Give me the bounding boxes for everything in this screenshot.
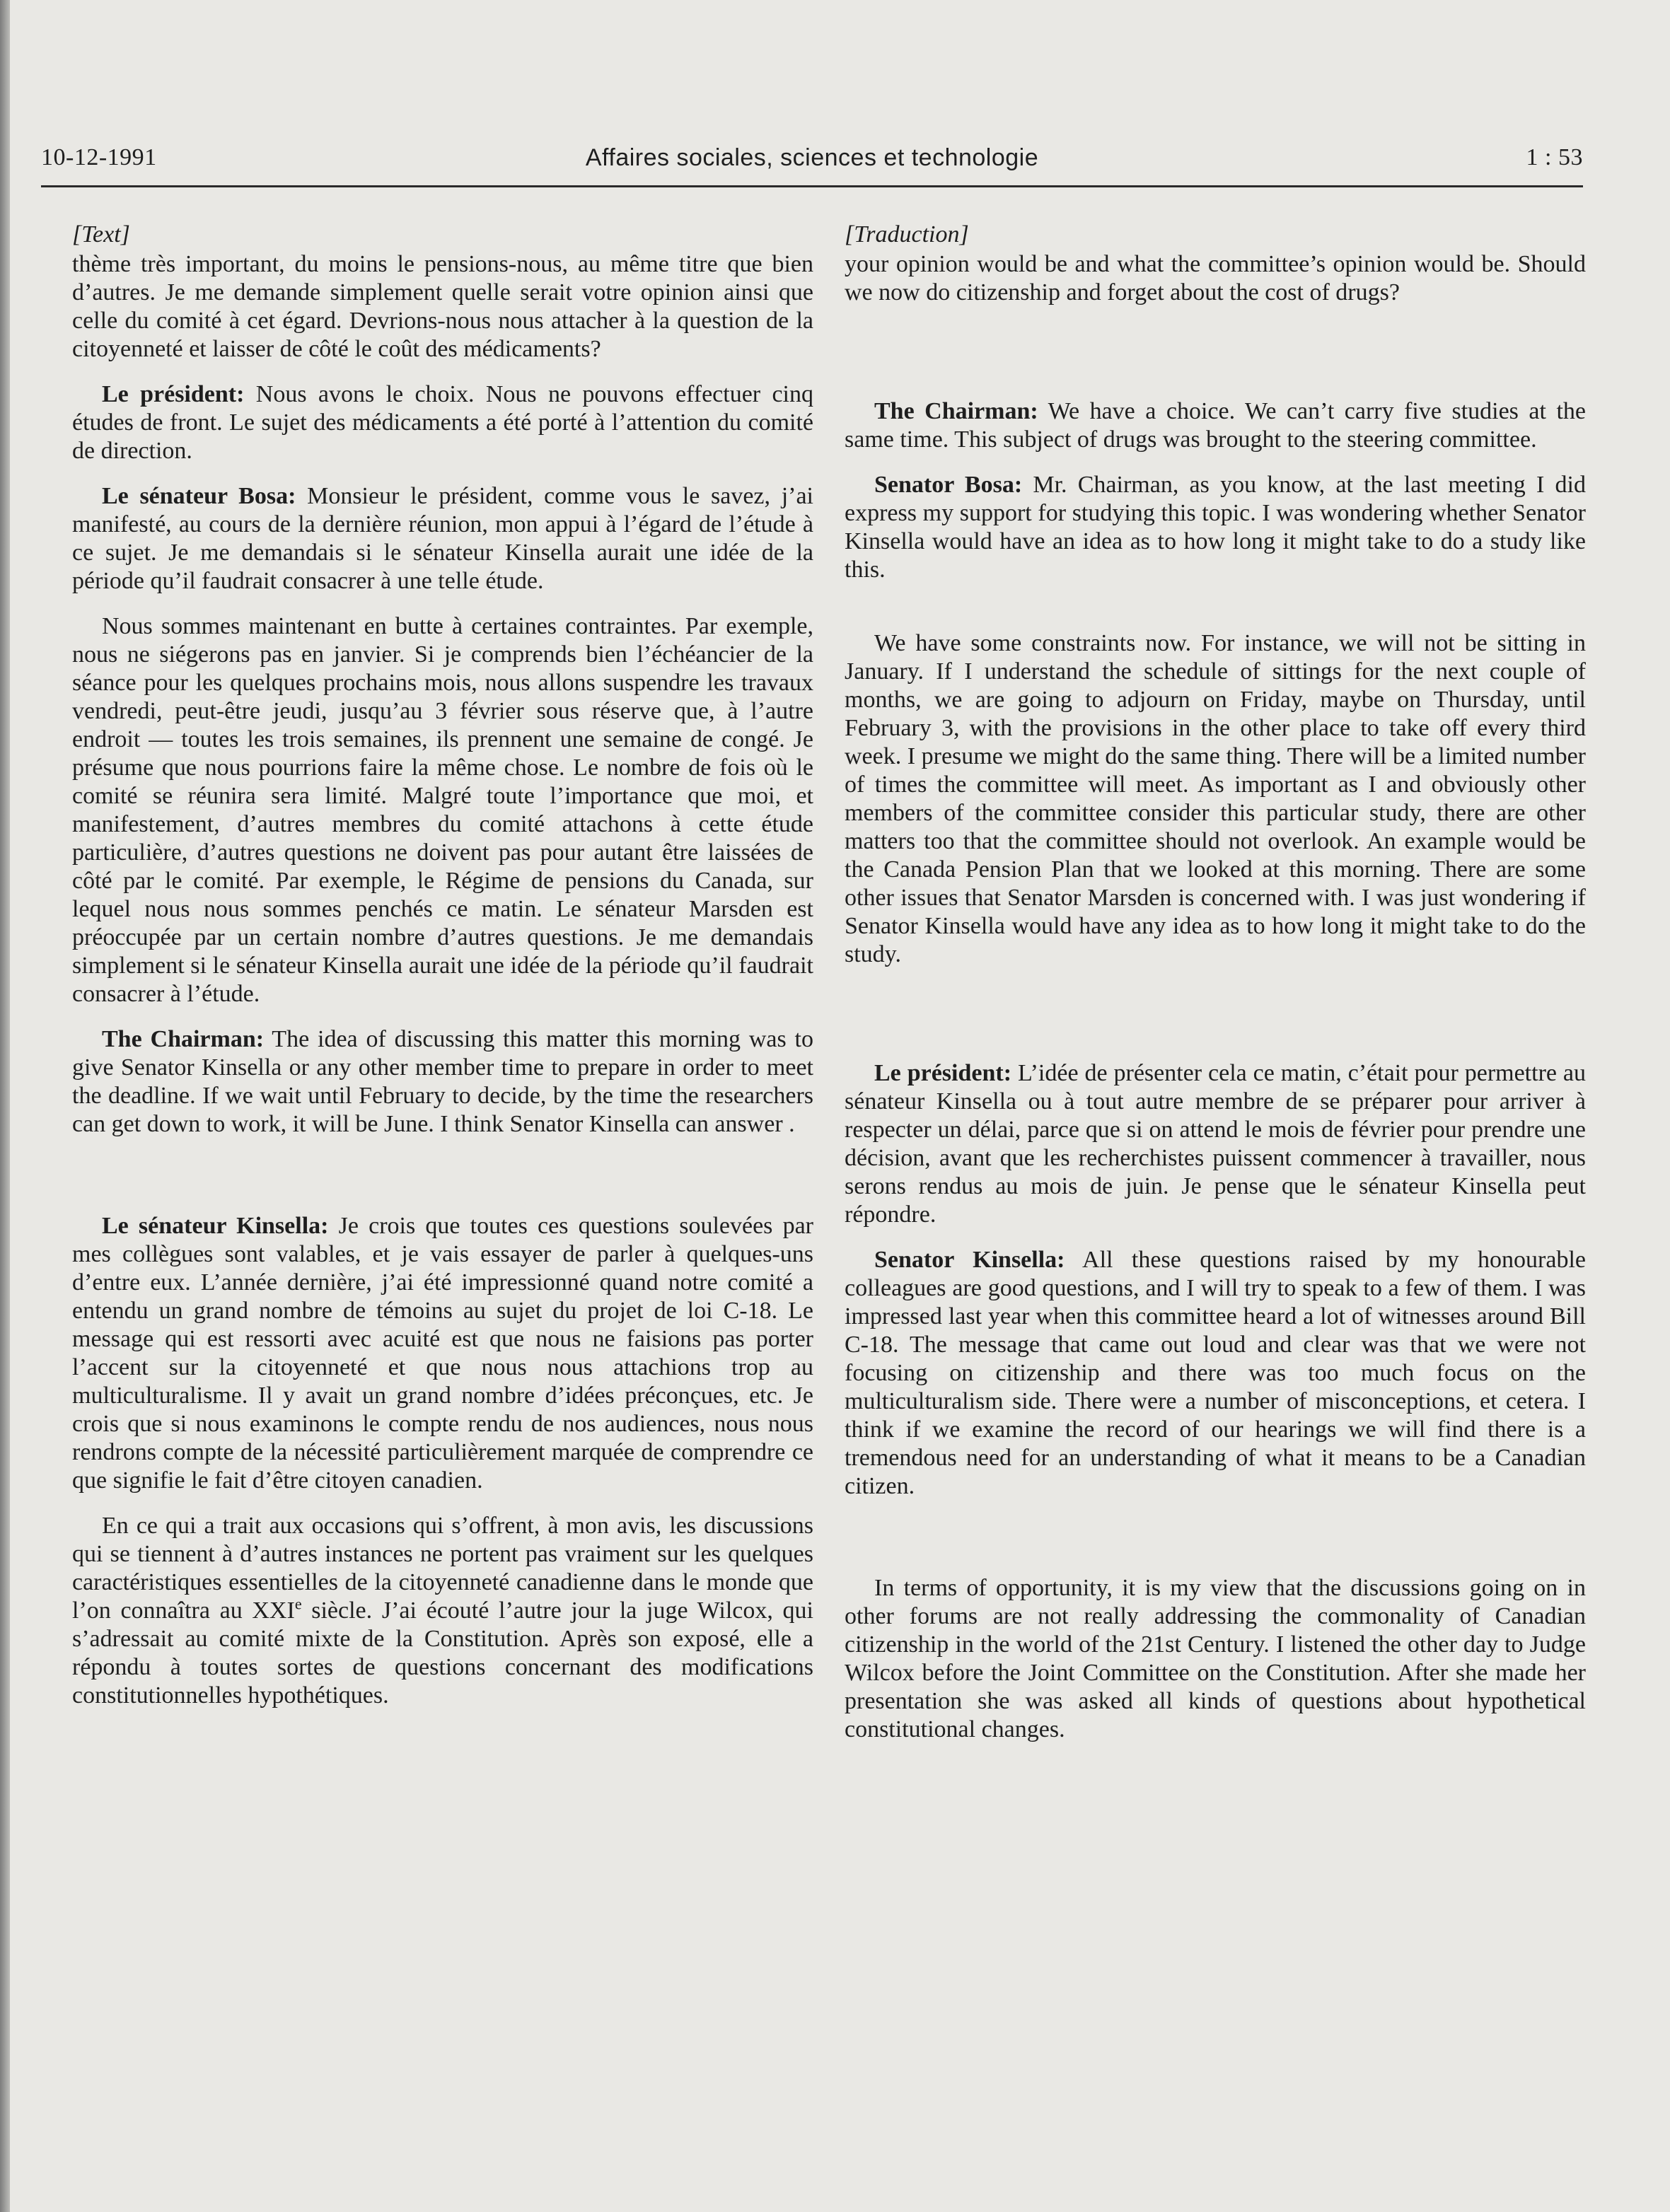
speaker-name: Le président: bbox=[102, 381, 245, 407]
speech-text: Je crois que toutes ces questions soulevées par mes collègues sont valables, et je vais essayer de parler à quelques-uns d’entre eux. L’année dernière, j’ai été impressionné quand notre comité a entendu un grand nombre de témoins au sujet du projet de loi C-18. Le message qui est ressorti avec acuité est que nous ne faisions pas porter l’accent sur la citoyenneté et que nous nous attachions trop au multiculturalisme. Il y avait un grand nombre d’idées préconçues, etc. Je crois que si nous examinons le compte rendu de nos audiences, nous nous rendrons compte de la nécessité particulièrement marquée de comprendre ce que signifie le fait d’être citoyen canadien. bbox=[72, 1213, 813, 1494]
right-paragraph-1: your opinion would be and what the committee’s opinion would be. Should we now do citizenship and forget about the cost of drugs? bbox=[845, 251, 1586, 305]
left-paragraph-2 bbox=[72, 380, 813, 465]
speaker-name: Senator Kinsella: bbox=[874, 1247, 1065, 1273]
speaker-name: Senator Bosa: bbox=[874, 472, 1023, 498]
speech-text: Monsieur le président, comme vous le savez, j’ai manifesté, au cours de la dernière réunion, mon appui à l’égard de l’étude à ce sujet. Je me demandais si le sénateur Kinsella aurait une idée de la période qu’il faudrait consacrer à une telle étude. bbox=[72, 483, 814, 594]
right-column bbox=[845, 221, 1586, 1761]
header-rule bbox=[41, 185, 1583, 187]
speech-text: All these questions raised by my honourable colleagues are good questions, and I will try to speak to a few of them. I was impressed last year when this committee heard a lot of witnesses around Bill C-18. The message that came out loud and clear was that we were not focusing on citizenship and there was too much focus on the multiculturalism side. There were a number of misconceptions, et cetera. I think if we examine the record of our hearings we will find there is a tremendous need for an understanding of what it means to be a Canadian citizen. bbox=[845, 1247, 1586, 1499]
left-paragraph-4: Nous sommes maintenant en butte à certaines contraintes. Par exemple, nous ne siégerons pas en janvier. Si je comprends bien l’échéancier de la séance pour les quelques prochains mois, nous allons suspendre les travaux vendredi, peut-être jeudi, jusqu’au 3 février sous réserve que, à l’autre endroit — toutes les trois semaines, ils prennent une semaine de congé. Je présume que nous pourrions faire la même chose. Le nombre de fois où le comité se réunira sera limité. Malgré toute l’importance que moi, et manifestement, d’autres membres du comité attachons à cette étude particulière, d’autres questions ne doivent pas pour autant être laissées de côté par le comité. Par exemple, le Régime de pensions du Canada, sur lequel nous nous sommes penchés ce matin. Le sénateur Marsden est préoccupée par un certain nombre d’autres questions. Je me demandais simplement si le sénateur Kinsella aurait une idée de la période qu’il faudrait consacrer à l’étude. bbox=[72, 613, 813, 1007]
right-paragraph-2 bbox=[845, 397, 1586, 454]
left-paragraph-6 bbox=[72, 1212, 813, 1495]
spacer bbox=[72, 1156, 813, 1212]
header-date: 10-12-1991 bbox=[41, 144, 157, 170]
speaker-name: Le sénateur Bosa: bbox=[102, 483, 296, 509]
left-paragraph-7 bbox=[72, 1512, 813, 1710]
right-paragraph-3 bbox=[845, 471, 1586, 584]
speaker-name: Le président: bbox=[874, 1060, 1012, 1086]
right-paragraph-7: In terms of opportunity, it is my view that the discussions going on in other forums are not really addressing the commonality of Canadian citizenship in the world of the 21st Century. I listened the other day to Judge Wilcox before the Joint Committee on the Constitution. After she made her presentation she was asked all kinds of questions about hypothetical constitutional changes. bbox=[845, 1575, 1586, 1742]
speech-text: We have a choice. We can’t carry five studies at the same time. This subject of drugs was brought to the steering committee. bbox=[845, 398, 1586, 453]
spacer bbox=[845, 324, 1586, 397]
right-paragraph-5 bbox=[845, 1059, 1586, 1229]
right-paragraph-6 bbox=[845, 1246, 1586, 1501]
left-paragraph-1: thème très important, du moins le pensions-nous, au même titre que bien d’autres. Je me demande simplement quelle serait votre opinion ainsi que celle du comité à cet égard. Devrions-nous nous attacher à la question de la citoyenneté et laisser de côté le coût des médicaments? bbox=[72, 251, 813, 362]
spacer bbox=[845, 1518, 1586, 1574]
speech-text: L’idée de présenter cela ce matin, c’était pour permettre au sénateur Kinsella ou à tout autre membre de se préparer pour arriver à respecter un délai, parce que si on attend le mois de février pour prendre une décision, avant que les recherchistes puissent commencer à travailler, nous serons rendus au mois de juin. Je pense que le sénateur Kinsella peut répondre. bbox=[845, 1060, 1587, 1228]
speaker-name: The Chairman: bbox=[102, 1026, 265, 1052]
left-paragraph-3 bbox=[72, 482, 813, 595]
header-title: Affaires sociales, sciences et technologie bbox=[585, 144, 1039, 171]
speech-text: siècle. J’ai écouté l’autre jour la juge Wilcox, qui s’adressait au comité mixte de la Constitution. Après son exposé, elle a répondu à toutes sortes de questions concernant des modifications constitutionnelles hypothétiques. bbox=[72, 1597, 813, 1709]
speech-text: Mr. Chairman, as you know, at the last meeting I did express my support for studying this topic. I was wondering whether Senator Kinsella would have an idea as to how long it might take to do a study like this. bbox=[845, 472, 1586, 583]
header-page-number: 1 : 53 bbox=[1526, 144, 1583, 170]
left-language-tag: [Text] bbox=[72, 221, 130, 248]
left-column bbox=[72, 221, 813, 1727]
speech-text: Nous avons le choix. Nous ne pouvons effectuer cinq études de front. Le sujet des médicaments a été porté à l’attention du comité de direction. bbox=[72, 381, 813, 464]
right-language-tag: [Traduction] bbox=[845, 221, 969, 248]
right-paragraph-4: We have some constraints now. For instance, we will not be sitting in January. If I understand the schedule of sittings for the next couple of months, we are going to adjourn on Friday, maybe on Thursday, until February 3, with the provisions in the other place to take off every third week. I presume we might do the same thing. There will be a limited number of times the committee will meet. As important as I and obviously other members of the committee consider this particular study, there are other matters too that the committee should not overlook. An example would be the Canada Pension Plan that we looked at this morning. There are some other issues that Senator Marsden is concerned with. I was just wondering if Senator Kinsella would have any idea as to how long it might take to do the study. bbox=[845, 630, 1586, 967]
speaker-name: The Chairman: bbox=[874, 398, 1038, 424]
left-paragraph-5 bbox=[72, 1025, 813, 1139]
speaker-name: Le sénateur Kinsella: bbox=[102, 1213, 329, 1239]
speech-text: En ce qui a trait aux occasions qui s’offrent, à mon avis, les discussions qui se tiennent à d’autres instances ne portent pas vraiment sur les quelques caractéristiques essentielles de la citoyenneté canadienne dans le monde que l’on connaîtra au XXI bbox=[72, 1513, 813, 1624]
page-header bbox=[41, 144, 1583, 188]
superscript: e bbox=[294, 1595, 302, 1613]
spacer bbox=[845, 601, 1586, 629]
spacer bbox=[845, 986, 1586, 1059]
speech-text: The idea of discussing this matter this morning was to give Senator Kinsella or any other member time to prepare in order to meet the deadline. If we wait until February to decide, by the time the researchers can get down to work, it will be June. I think Senator Kinsella can answer . bbox=[72, 1026, 813, 1137]
